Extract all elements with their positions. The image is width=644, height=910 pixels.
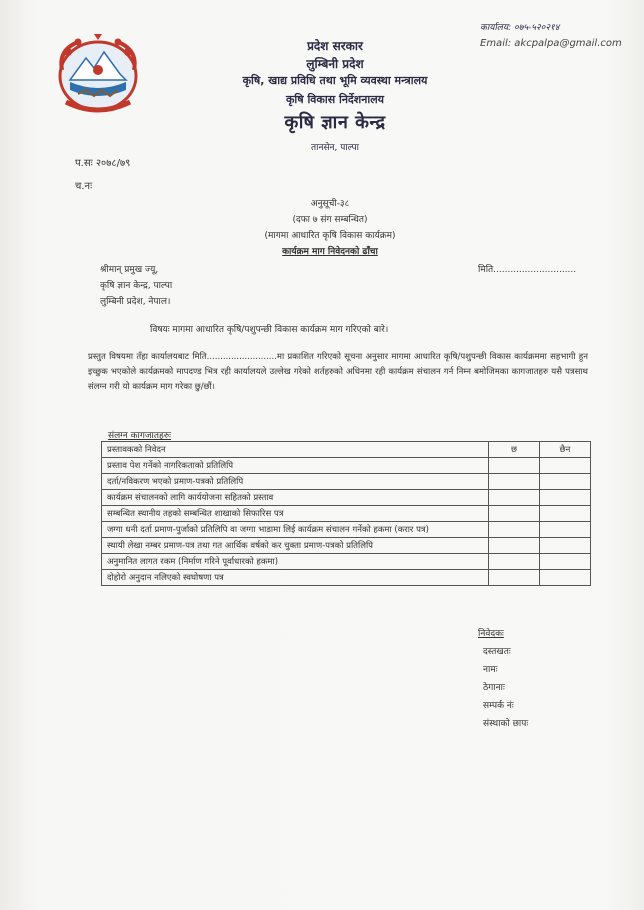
attachment-item: सम्बन्धित स्थानीय तहको सम्बन्धित शाखाको सिफारिस पत्र bbox=[102, 506, 489, 522]
applicant-title: निवेदकः bbox=[478, 629, 504, 639]
attachments-title: संलग्न कागजातहरुः bbox=[108, 431, 171, 441]
attachment-item: दर्ता/नविकरण भएको प्रमाण-पत्रको प्रतिलिपि bbox=[102, 474, 489, 490]
no-cell[interactable] bbox=[540, 522, 591, 538]
yes-cell[interactable] bbox=[489, 474, 540, 490]
table-row bbox=[102, 506, 591, 522]
table-row bbox=[102, 570, 591, 586]
table-row bbox=[102, 458, 591, 474]
office-email: Email: akcpalpa@gmail.com bbox=[480, 38, 622, 49]
table-row bbox=[102, 474, 591, 490]
yes-cell[interactable] bbox=[489, 554, 540, 570]
attachment-item: कार्यक्रम संचालनको लागि कार्ययोजना सहितको प्रस्ताव bbox=[102, 490, 489, 506]
office-name: कृषि ज्ञान केन्द्र bbox=[284, 112, 386, 133]
annex-program: (मागमा आधारित कृषि विकास कार्यक्रम) bbox=[264, 231, 396, 241]
no-cell[interactable] bbox=[540, 506, 591, 522]
body-paragraph: प्रस्तुत विषयमा तँहा कार्यालयबाट मिति..........................मा प्रकाशित गरिएको सूचना अनुसार मागमा आधारित कृषि/पशुपन्छी विकास कार्यक्रममा सहभागी हुन इच्छुक भएकोले कार्यक्रमको मापदण्ड भित्र रही कार्यालयले उल्लेख गरेको शर्तहरुको अधिनमा रही कार्यक्रम संचालन गर्न निम्न बमोजिमका कागजातहरु यसै पत्रसाथ संलग्न गरी यो कार्यक्रम माग गरेका छु/छौं। bbox=[88, 352, 588, 392]
attachment-item: प्रस्ताव पेश गर्नेको नागरिकताको प्रतिलिपि bbox=[102, 458, 489, 474]
addressee-line-1: श्रीमान् प्रमुख ज्यू, bbox=[100, 265, 159, 275]
subject-line: विषयः मागमा आधारित कृषि/पशुपन्छी विकास कार्यक्रम माग गरिएको बारे। bbox=[150, 325, 389, 335]
attachment-item: अनुमानित लागत रकम (निर्माण गरिने पूर्वाधारको हकमा) bbox=[102, 554, 489, 570]
name-label: नामः bbox=[483, 665, 498, 675]
no-cell[interactable] bbox=[540, 538, 591, 554]
table-row bbox=[102, 442, 591, 458]
address-label: ठेगानाः bbox=[483, 683, 505, 693]
no-cell[interactable] bbox=[540, 554, 591, 570]
office-phone: कार्यालय: ०७५-५२०२१४ bbox=[480, 23, 560, 33]
header-line-4: कृषि विकास निर्देशनालय bbox=[285, 93, 385, 106]
table-row bbox=[102, 490, 591, 506]
yes-cell[interactable] bbox=[489, 522, 540, 538]
yes-cell[interactable] bbox=[489, 490, 540, 506]
header-line-1: प्रदेश सरकार bbox=[307, 39, 363, 53]
header-line-3: कृषि, खाद्य प्रविधि तथा भूमि व्यवस्था मन्त्रालय bbox=[242, 74, 428, 87]
signature-label: दस्तखतः bbox=[483, 647, 511, 657]
nepal-emblem-icon bbox=[48, 30, 148, 122]
form-title: कार्यक्रम माग निवेदनको ढाँचा bbox=[282, 247, 378, 257]
no-cell[interactable] bbox=[540, 458, 591, 474]
no-cell[interactable] bbox=[540, 490, 591, 506]
yes-cell[interactable] bbox=[489, 458, 540, 474]
table-row bbox=[102, 538, 591, 554]
yes-cell[interactable] bbox=[489, 506, 540, 522]
yes-cell[interactable] bbox=[489, 570, 540, 586]
letter-number: प.सः २०७८/७९ bbox=[75, 158, 131, 169]
date-field: मिति............................. bbox=[478, 265, 577, 275]
contact-label: सम्पर्क नंः bbox=[483, 701, 514, 711]
attachment-item: स्थायी लेखा नम्बर प्रमाण-पत्र तथा गत आर्थिक वर्षको कर चुक्ता प्रमाण-पत्रको प्रतिलिपि bbox=[102, 538, 489, 554]
addressee-line-3: लुम्बिनी प्रदेश, नेपाल। bbox=[100, 297, 171, 307]
stamp-label: संस्थाको छापः bbox=[483, 719, 529, 729]
table-row bbox=[102, 554, 591, 570]
no-cell[interactable] bbox=[540, 474, 591, 490]
attachment-item: प्रस्तावकको निवेदन bbox=[102, 442, 489, 458]
header-line-2: लुम्बिनी प्रदेश bbox=[306, 57, 364, 71]
column-header-yes: छ bbox=[489, 442, 540, 458]
office-location: तानसेन, पाल्पा bbox=[310, 143, 359, 153]
annex-title: अनुसूची-३८ bbox=[310, 199, 350, 209]
annex-section: (दफा ७ संग सम्बन्धित) bbox=[292, 215, 368, 225]
no-cell[interactable] bbox=[540, 570, 591, 586]
table-row bbox=[102, 522, 591, 538]
attachment-item: जग्गा धनी दर्ता प्रमाण-पुर्जाको प्रतिलिपि वा जग्गा भाडामा लिई कार्यक्रम संचालन गर्नेको हकमा (करार पत्र) bbox=[102, 522, 489, 538]
dispatch-number: च.नः bbox=[75, 181, 93, 192]
yes-cell[interactable] bbox=[489, 538, 540, 554]
column-header-no: छैन bbox=[540, 442, 591, 458]
addressee-line-2: कृषि ज्ञान केन्द्र, पाल्पा bbox=[100, 281, 173, 291]
attachments-table bbox=[101, 441, 591, 586]
attachment-item: दोहोरो अनुदान नलिएको स्वघोषणा पत्र bbox=[102, 570, 489, 586]
